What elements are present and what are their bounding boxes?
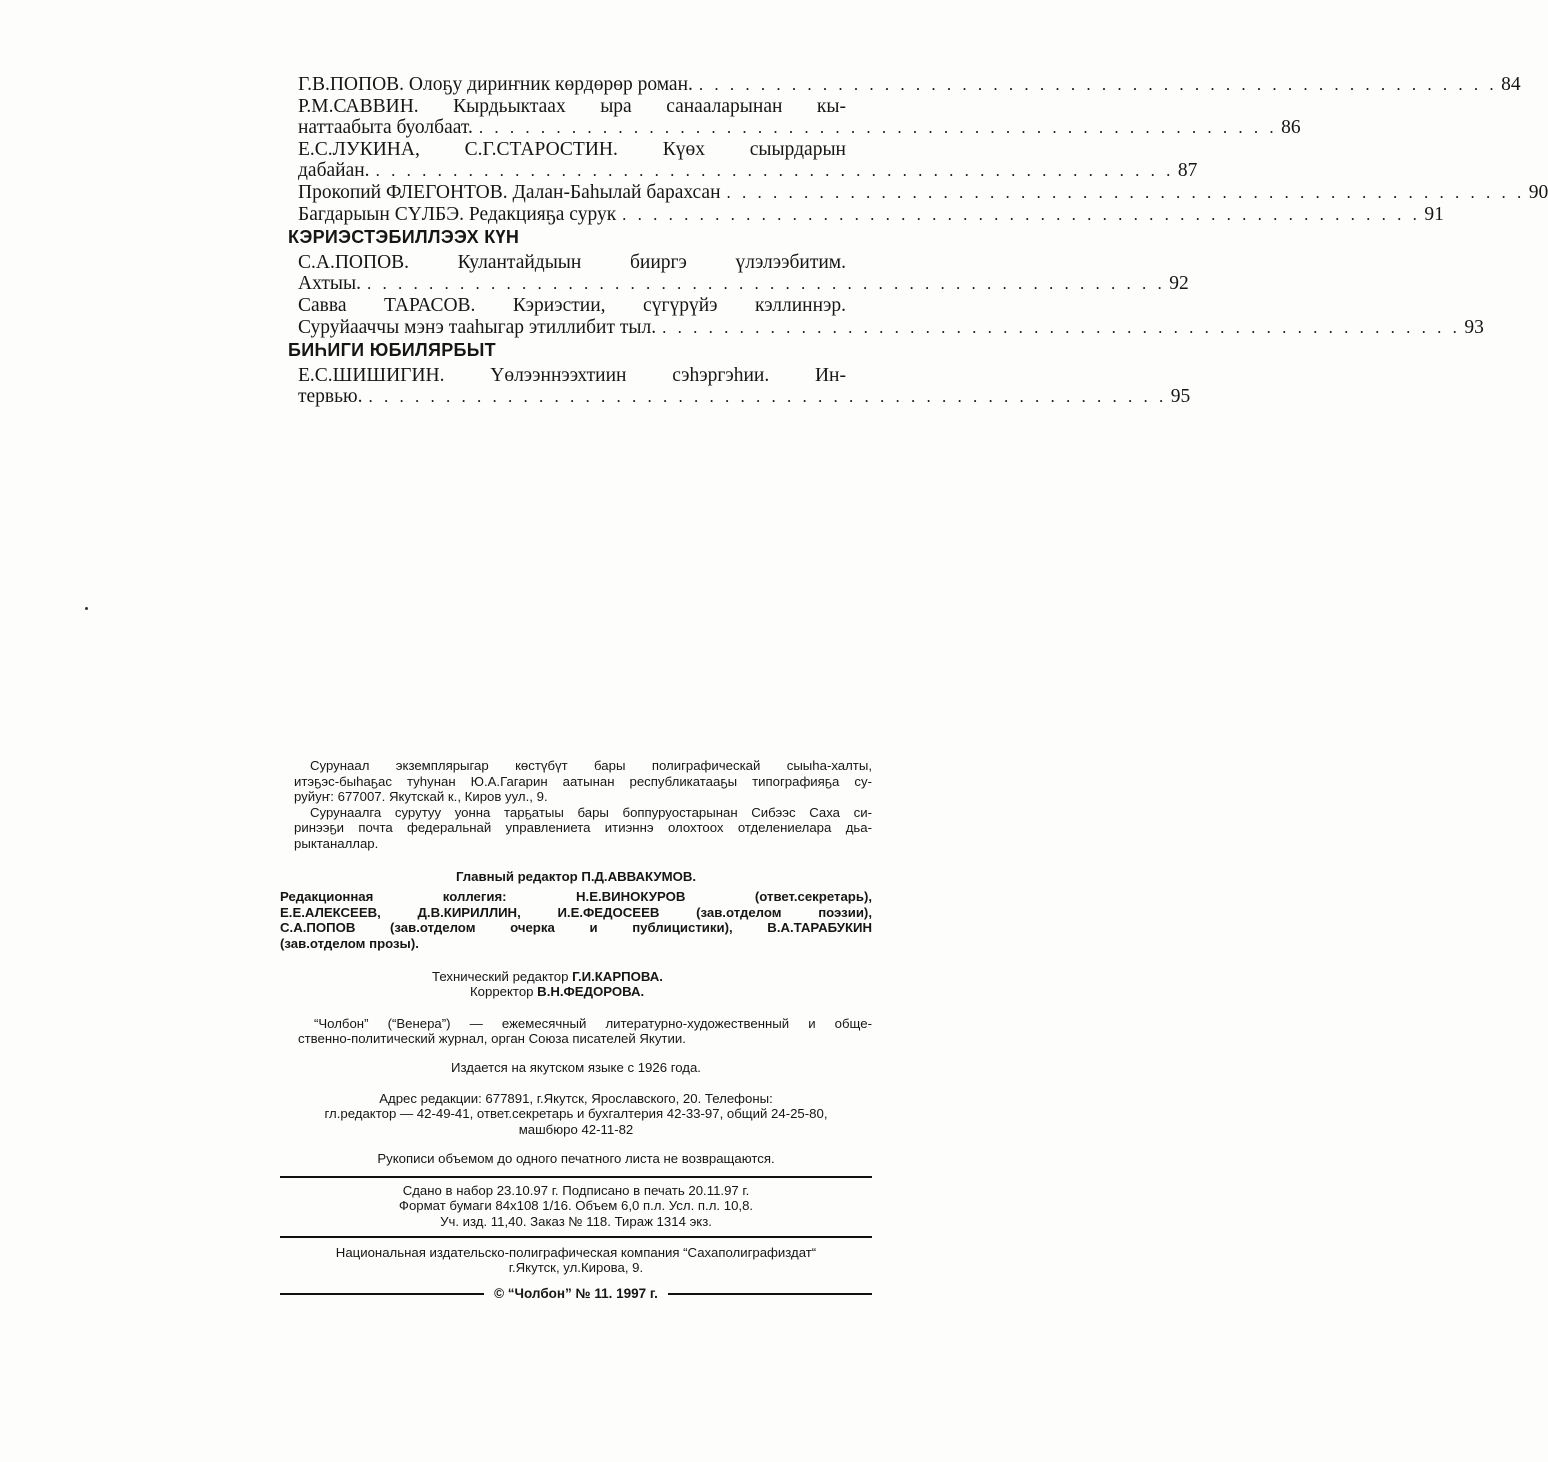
publisher-info bbox=[280, 1245, 872, 1276]
tech-editor-name: Г.И.КАРПОВА. bbox=[572, 968, 663, 984]
subscription-line: руйуҥ: 677007. Якутскай к., Киров уул., 9. bbox=[294, 789, 548, 805]
divider-rule bbox=[280, 1176, 872, 1178]
toc-entry-title: Е.С.ЛУКИНА, С.Г.СТАРОСТИН. Күөх сыырдарын bbox=[298, 138, 846, 160]
toc-entry bbox=[298, 95, 1301, 139]
board-line: Е.Е.АЛЕКСЕЕВ, Д.В.КИРИЛЛИН, И.Е.ФЕДОСЕЕВ (зав.отделом поэзии), bbox=[280, 904, 872, 920]
toc-page-number: 87 bbox=[1177, 160, 1198, 182]
toc-entry-title: Р.М.САВВИН. Кырдьыктаах ыра санааларынан кы- bbox=[298, 95, 846, 117]
toc-page-number: 95 bbox=[1170, 386, 1191, 408]
toc-entry bbox=[298, 364, 1191, 408]
toc-group-a bbox=[298, 74, 1548, 225]
journal-description bbox=[298, 1016, 872, 1047]
toc-entry-title-cont: Суруйааччы мэнэ тааһыгар этиллибит тыл. bbox=[298, 316, 657, 338]
dot-leader: . . . . . . . . . . . . . . . . . . . . . . . . . . . . . . . . . . . . . . . . . . . . . . . . . . . . bbox=[375, 161, 1174, 181]
toc-entry-line bbox=[298, 203, 1444, 226]
toc-page-number: 84 bbox=[1501, 74, 1521, 95]
board-line: Редакционная коллегия: Н.Е.ВИНОКУРОВ (ответ.секретарь), bbox=[280, 889, 872, 905]
toc-page-number: 90 bbox=[1528, 181, 1548, 203]
toc-entry-title: С.А.ПОПОВ. Кулантайдыын бииргэ үлэлээбитим. bbox=[298, 251, 846, 273]
toc-page-number: 86 bbox=[1281, 117, 1301, 139]
manuscripts-notice: Рукописи объемом до одного печатного листа не возвращаются. bbox=[377, 1151, 775, 1167]
toc-entry-title-cont: дабайан. bbox=[298, 160, 370, 182]
imprint-block bbox=[280, 758, 872, 1301]
address-line: Адрес редакции: 677891, г.Якутск, Ярославского, 20. Телефоны: bbox=[379, 1090, 773, 1106]
address-line: гл.редактор — 42-49-41, ответ.секретарь и бухгалтерия 42-33-97, общий 24-25-80, bbox=[324, 1106, 828, 1122]
toc-entry-title: Прокопий ФЛЕГОНТОВ. Далан-Баһылай барахсан bbox=[298, 181, 721, 203]
description-line: ственно-политический журнал, орган Союза писателей Якутии. bbox=[298, 1031, 686, 1047]
subscription-line: ринээҕи почта федеральнай управлениета итиэннэ олохтоох отделениелара дьа- bbox=[294, 820, 872, 836]
description-line: “Чолбон” (“Венера”) — ежемесячный литературно-художественный и обще- bbox=[314, 1015, 872, 1031]
editorial-board bbox=[280, 889, 872, 951]
section-heading-our-jubilarian: БИҺИГИ ЮБИЛЯРБЫТ bbox=[288, 340, 496, 361]
dot-leader: . . . . . . . . . . . . . . . . . . . . . . . . . . . . . . . . . . . . . . . . . . . . . . . . . . . . bbox=[622, 204, 1421, 224]
toc-entry-title: Багдарыын СҮЛБЭ. Редакцияҕа сурук bbox=[298, 203, 617, 225]
publishing-since: Издается на якутском языке с 1926 года. bbox=[451, 1059, 701, 1075]
board-line: С.А.ПОПОВ (зав.отделом очерка и публицистики), В.А.ТАРАБУКИН bbox=[280, 920, 872, 936]
toc-entry-title: Е.С.ШИШИГИН. Үөлээннээхтиин сэһэргэһии. Ин- bbox=[298, 364, 846, 386]
toc-entry-title: Савва ТАРАСОВ. Кэриэстии, сүгүрүйэ кэллиннэр. bbox=[298, 294, 846, 316]
dot-leader: . . . . . . . . . . . . . . . . . . . . . . . . . . . . . . . . . . . . . . . . . . . . . . . . . . . . bbox=[662, 317, 1461, 337]
toc-group-b bbox=[298, 251, 1484, 338]
dot-leader: . . . . . . . . . . . . . . . . . . . . . . . . . . . . . . . . . . . . . . . . . . . . . . . . . . . . bbox=[366, 274, 1166, 294]
table-of-contents bbox=[288, 74, 1548, 408]
editorial-address bbox=[280, 1091, 872, 1138]
chief-editor-name: П.Д.АВВАКУМОВ. bbox=[581, 868, 697, 884]
subscription-line: Сурунаал экземплярыгар көстүбүт бары полиграфическай сыыһа-халты, bbox=[310, 758, 872, 773]
chief-editor-line bbox=[280, 869, 872, 885]
address-line: машбюро 42-11-82 bbox=[518, 1121, 634, 1137]
print-detail-line: Сдано в набор 23.10.97 г. Подписано в печать 20.11.97 г. bbox=[402, 1182, 750, 1198]
subscription-info bbox=[294, 758, 872, 852]
toc-entry-line bbox=[298, 117, 1301, 139]
toc-entry bbox=[298, 251, 1189, 295]
staff-credits bbox=[432, 969, 872, 1000]
subscription-line: итэҕэс-быһаҕас туһунан Ю.А.Гагарин аатынан республикатааҕы типографияҕа су- bbox=[294, 773, 872, 789]
chief-editor-label: Главный редактор bbox=[455, 868, 578, 884]
toc-entry bbox=[298, 74, 1521, 96]
toc-entry bbox=[298, 138, 1198, 182]
toc-page-number: 92 bbox=[1169, 273, 1189, 295]
toc-entry-title-cont: наттаабыта буолбаат. bbox=[298, 117, 473, 139]
subscription-line: Сурунаалга сурутуу уонна тарҕатыы бары боппуруостарынан Сибээс Саха си- bbox=[310, 804, 872, 820]
toc-entry-title-cont: Ахтыы. bbox=[298, 273, 361, 295]
toc-entry-line bbox=[298, 316, 1484, 339]
dot-leader: . . . . . . . . . . . . . . . . . . . . . . . . . . . . . . . . . . . . . . . . . . . . . . . . . . . . bbox=[478, 118, 1278, 138]
copyright-row bbox=[280, 1286, 872, 1302]
toc-entry-title-cont: тервью. bbox=[298, 386, 363, 408]
corrector-name: В.Н.ФЕДОРОВА. bbox=[537, 984, 645, 1000]
print-detail-line: Уч. изд. 11,40. Заказ № 118. Тираж 1314 экз. bbox=[440, 1214, 712, 1230]
copyright-notice: © “Чолбон” № 11. 1997 г. bbox=[494, 1285, 658, 1301]
toc-entry bbox=[298, 203, 1444, 226]
board-line: (зав.отделом прозы). bbox=[280, 935, 419, 951]
toc-entry bbox=[298, 181, 1548, 204]
toc-page-number: 93 bbox=[1464, 316, 1484, 338]
toc-entry-title: Г.В.ПОПОВ. Олоҕу дириҥник көрдөрөр роман. bbox=[298, 74, 693, 95]
toc-group-c bbox=[298, 364, 1191, 408]
section-heading-memorial-day: КЭРИЭСТЭБИЛЛЭЭХ КҮН bbox=[288, 227, 520, 248]
divider-rule bbox=[280, 1236, 872, 1238]
toc-entry-line bbox=[298, 273, 1189, 295]
toc-entry-line bbox=[298, 181, 1548, 204]
copyright-right-rule bbox=[668, 1293, 872, 1295]
dot-leader: . . . . . . . . . . . . . . . . . . . . . . . . . . . . . . . . . . . . . . . . . . . . . . . . . . . . bbox=[698, 75, 1498, 94]
copyright-left-rule bbox=[280, 1293, 484, 1295]
dot-leader: . . . . . . . . . . . . . . . . . . . . . . . . . . . . . . . . . . . . . . . . . . . . . . . . . . . . bbox=[726, 182, 1525, 202]
print-detail-line: Формат бумаги 84х108 1/16. Объем 6,0 п.л. Усл. п.л. 10,8. bbox=[398, 1198, 754, 1214]
subscription-line: рыктаналлар. bbox=[294, 835, 379, 851]
toc-entry-line bbox=[298, 74, 1521, 96]
print-speck bbox=[85, 607, 88, 610]
dot-leader: . . . . . . . . . . . . . . . . . . . . . . . . . . . . . . . . . . . . . . . . . . . . . . . . . . . . bbox=[368, 387, 1167, 407]
publisher-line: г.Якутск, ул.Кирова, 9. bbox=[508, 1260, 644, 1276]
corrector-line bbox=[470, 984, 872, 1000]
print-details bbox=[280, 1183, 872, 1230]
publisher-line: Национальная издательско-полиграфическая компания “Сахаполиграфиздат“ bbox=[335, 1244, 817, 1260]
tech-editor-label: Технический редактор bbox=[432, 968, 569, 984]
toc-entry bbox=[298, 294, 1484, 338]
toc-entry-line bbox=[298, 160, 1198, 182]
toc-entry-line bbox=[298, 386, 1191, 408]
corrector-label: Корректор bbox=[470, 984, 534, 1000]
tech-editor-line bbox=[432, 969, 872, 985]
toc-page-number: 91 bbox=[1424, 203, 1444, 225]
